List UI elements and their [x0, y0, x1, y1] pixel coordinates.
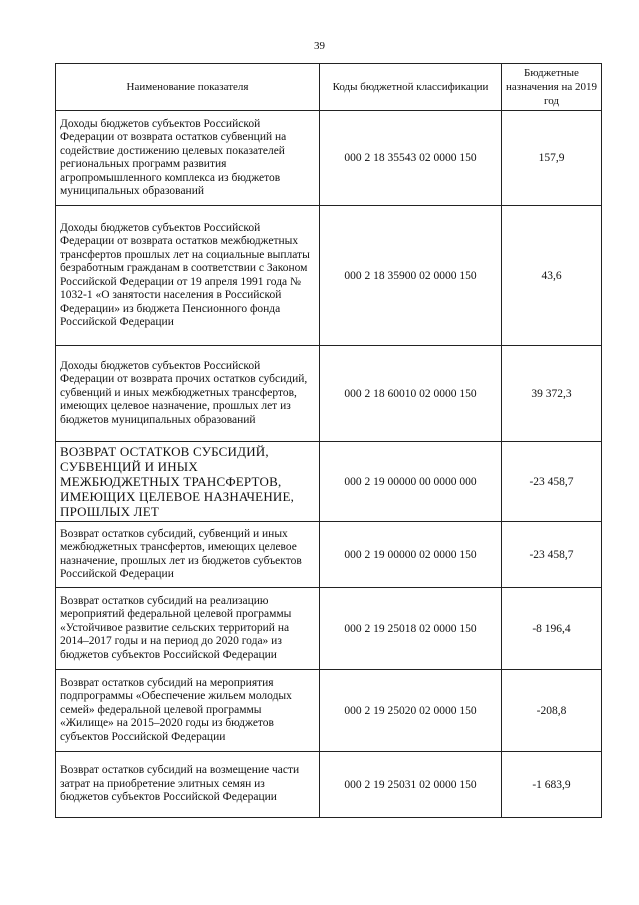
table-row: [56, 752, 602, 818]
budget-table: [55, 63, 602, 818]
row-code: 000 2 18 35900 02 0000 150: [320, 206, 502, 346]
row-name: Возврат остатков субсидий на реализацию мероприятий федеральной целевой программы «Устойчивое развитие сельских территорий на 2014–2017 годы и на период до 2020 года» из бюджетов субъектов Российской Федерации: [56, 588, 320, 670]
table-row: [56, 442, 602, 522]
row-name: Возврат остатков субсидий, субвенций и иных межбюджетных трансфертов, имеющих целевое назначение, прошлых лет из бюджетов субъектов Российской Федерации: [56, 522, 320, 588]
table-row: [56, 206, 602, 346]
row-code: 000 2 19 25031 02 0000 150: [320, 752, 502, 818]
table-row: [56, 588, 602, 670]
row-value: -1 683,9: [502, 752, 602, 818]
header-budget-amount: Бюджетные назначения на 2019 год: [502, 64, 602, 111]
row-value: -23 458,7: [502, 442, 602, 522]
row-name: ВОЗВРАТ ОСТАТКОВ СУБСИДИЙ, СУБВЕНЦИЙ И ИНЫХ МЕЖБЮДЖЕТНЫХ ТРАНСФЕРТОВ, ИМЕЮЩИХ ЦЕЛЕВОЕ НАЗНАЧЕНИЕ, ПРОШЛЫХ ЛЕТ: [56, 442, 320, 522]
row-code: 000 2 18 60010 02 0000 150: [320, 346, 502, 442]
row-name: Доходы бюджетов субъектов Российской Федерации от возврата остатков межбюджетных трансфертов прошлых лет на социальные выплаты безработным гражданам в соответствии с Законом Российской Федерации от 19 апреля 1991 года № 1032-1 «О занятости населения в Российской Федерации» из бюджета Пенсионного фонда Российской Федерации: [56, 206, 320, 346]
row-code: 000 2 18 35543 02 0000 150: [320, 111, 502, 206]
row-code: 000 2 19 00000 02 0000 150: [320, 522, 502, 588]
row-value: -8 196,4: [502, 588, 602, 670]
row-code: 000 2 19 25020 02 0000 150: [320, 670, 502, 752]
row-value: 39 372,3: [502, 346, 602, 442]
table-row: [56, 111, 602, 206]
table-header-row: [56, 64, 602, 111]
row-value: 157,9: [502, 111, 602, 206]
row-name: Возврат остатков субсидий на возмещение части затрат на приобретение элитных семян из бюджетов субъектов Российской Федерации: [56, 752, 320, 818]
page-number: 39: [314, 40, 325, 52]
header-budget-code: Коды бюджетной классификации: [320, 64, 502, 111]
row-name: Доходы бюджетов субъектов Российской Федерации от возврата остатков субвенций на содействие достижению целевых показателей региональных программ развития агропромышленного комплекса из бюджетов муниципальных образований: [56, 111, 320, 206]
table-row: [56, 670, 602, 752]
row-value: -208,8: [502, 670, 602, 752]
row-value: -23 458,7: [502, 522, 602, 588]
row-name: Доходы бюджетов субъектов Российской Федерации от возврата прочих остатков субсидий, субвенций и иных межбюджетных трансфертов, имеющих целевое назначение, прошлых лет из бюджетов муниципальных образований: [56, 346, 320, 442]
table-row: [56, 346, 602, 442]
row-name: Возврат остатков субсидий на мероприятия подпрограммы «Обеспечение жильем молодых семей» федеральной целевой программы «Жилище» на 2015–2020 годы из бюджетов субъектов Российской Федерации: [56, 670, 320, 752]
row-code: 000 2 19 25018 02 0000 150: [320, 588, 502, 670]
header-indicator-name: Наименование показателя: [56, 64, 320, 111]
row-value: 43,6: [502, 206, 602, 346]
table-row: [56, 522, 602, 588]
row-code: 000 2 19 00000 00 0000 000: [320, 442, 502, 522]
